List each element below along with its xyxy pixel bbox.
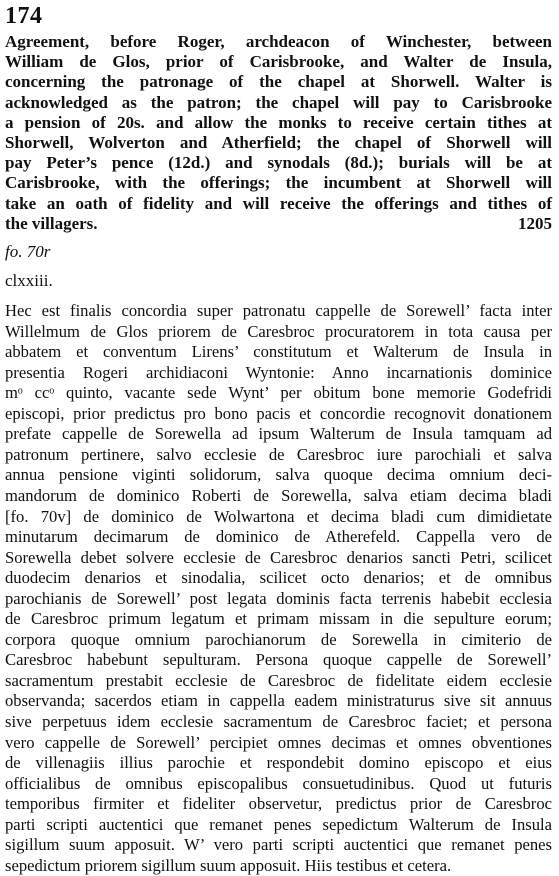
summary-line: take an oath of fidelity and will receive the offerings and tithes of	[5, 193, 552, 213]
document-page	[5, 2, 552, 876]
latin-line: sigillum suum apposuit. W’ vero parti scripti auctentici que remanet penes	[5, 835, 552, 855]
latin-line: parochianis de Sorewell’ post legata dominis facta terrenis habebit ecclesia	[5, 588, 552, 608]
latin-line: [fo. 70v] de dominico de Wolwartona et decima bladi cum dimidietate	[5, 506, 552, 526]
latin-line: sacramentum prestabit ecclesie de Caresbroc de fidelitate eidem ecclesie	[5, 670, 552, 690]
summary-line: concerning the patronage of the chapel at Shorwell. Walter is	[5, 72, 552, 92]
summary-line: Shorwell, Wolverton and Atherfield; the chapel of Shorwell will	[5, 133, 552, 153]
latin-line: episcopi, prior predictus pro bono pacis et concordie recognovit donationem	[5, 403, 552, 423]
latin-line: mᵒ ccᵒ quinto, vacante sede Wynt’ per obitum bone memorie Godefridi	[5, 383, 552, 403]
summary-line: pay Peter’s pence (12d.) and synodals (8d.); burials will be at	[5, 153, 552, 173]
latin-line: sive perpetuus idem ecclesie sacramentum de Caresbroc faciet; et persona	[5, 711, 552, 731]
latin-line: mandorum de dominico Roberti de Sorewella, salva etiam decima bladi	[5, 485, 552, 505]
latin-line: abbatem et conventum Lirens’ constitutum et Walterum de Insula in	[5, 342, 552, 362]
latin-line: presentia Rogeri archidiaconi Wyntonie: Anno incarnationis dominice	[5, 362, 552, 382]
summary-line: a pension of 20s. and allow the monks to receive certain tithes at	[5, 112, 552, 132]
latin-line: de villenagiis illius parochie et respondebit domino episcopo et eius	[5, 753, 552, 773]
latin-line: Sorewella debet solvere ecclesie de Caresbroc denarios sancti Petri, scilicet	[5, 547, 552, 567]
latin-line: vero cappelle de Sorewell’ percipiet omnes decimas et omnes obventiones	[5, 732, 552, 752]
latin-line: de Caresbroc primum legatum et primam missam in die sepulture eorum;	[5, 609, 552, 629]
summary-line: William de Glos, prior of Carisbrooke, and Walter de Insula,	[5, 52, 552, 72]
folio-reference: fo. 70r	[5, 242, 51, 262]
document-date: 1205	[518, 213, 552, 233]
latin-line: officialibus de omnibus episcopalibus consuetudinibus. Quod ut futuris	[5, 773, 552, 793]
summary-line: the villagers.	[5, 213, 98, 233]
latin-line: sepedictum priorem sigillum suum apposuit. Hiis testibus et cetera.	[5, 855, 452, 875]
latin-line: prefate cappelle de Sorewella ad ipsum Walterum de Insula tamquam ad	[5, 424, 552, 444]
summary-paragraph	[5, 32, 552, 234]
latin-line: patronum pertinere, salvo ecclesie de Caresbroc iure parochiali et salva	[5, 444, 552, 464]
summary-line: Agreement, before Roger, archdeacon of Winchester, between	[5, 32, 552, 51]
latin-line: corpora quoque omnium parochianorum de Sorewella in cimiterio de	[5, 629, 552, 649]
summary-line: Carisbrooke, with the offerings; the incumbent at Shorwell will	[5, 173, 552, 193]
entry-number: clxxiii.	[5, 271, 53, 291]
latin-line: parti scripti auctentici que remanet penes sepedictum Walterum de Insula	[5, 814, 552, 834]
latin-line: temporibus firmiter et fideliter observetur, predictus prior de Caresbroc	[5, 794, 552, 814]
page-number: 174	[5, 3, 43, 29]
latin-line: Willelmum de Glos priorem de Caresbroc procuratorem in tota causa per	[5, 321, 552, 341]
summary-line: acknowledged as the patron; the chapel will pay to Carisbrooke	[5, 92, 552, 112]
latin-line: annua pensione viginti solidorum, salva quoque decima omnium deci-	[5, 465, 552, 485]
latin-line: duodecim denarios et sinodalia, scilicet octo denarios; et de omnibus	[5, 568, 552, 588]
latin-text	[5, 301, 552, 876]
latin-line: minutarum decimarum de dominico de Atherefeld. Cappella vero de	[5, 527, 552, 547]
summary-last-line	[5, 214, 552, 234]
latin-line: observanda; sacerdos etiam in cappella eadem ministraturus sive sit annuus	[5, 691, 552, 711]
latin-line: Caresbroc habebunt sepulturam. Persona quoque cappelle de Sorewell’	[5, 650, 552, 670]
latin-line: Hec est finalis concordia super patronatu cappelle de Sorewell’ facta inter	[5, 301, 552, 321]
